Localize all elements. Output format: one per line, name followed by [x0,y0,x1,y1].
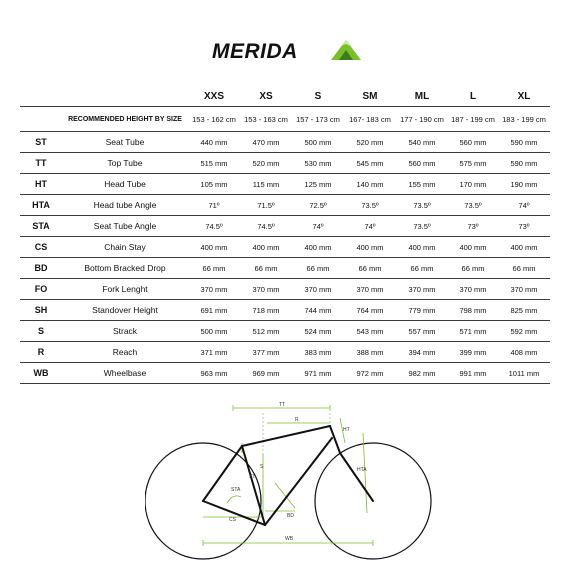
table-cell: 371 mm [188,342,240,363]
table-cell: 571 mm [448,321,498,342]
size-header-row [20,86,550,107]
row-name: Head Tube [62,174,188,195]
table-cell: 400 mm [240,237,292,258]
row-name: Seat Tube [62,132,188,153]
table-cell: 74º [498,195,550,216]
table-cell: 74º [344,216,396,237]
table-row [20,132,550,153]
table-cell: 370 mm [498,279,550,300]
table-cell: 400 mm [448,237,498,258]
table-cell: 370 mm [344,279,396,300]
table-cell: 155 mm [396,174,448,195]
size-header: XS [259,90,273,102]
table-cell: 190 mm [498,174,550,195]
table-cell: 66 mm [448,258,498,279]
label-wb: WB [285,536,294,542]
row-name: Head tube Angle [62,195,188,216]
table-cell: 500 mm [188,321,240,342]
table-row [20,195,550,216]
table-cell: 400 mm [344,237,396,258]
size-header: ML [414,90,430,102]
recommended-height-row [20,107,550,132]
label-ht: HT [343,427,350,433]
row-code: WB [20,363,62,384]
table-cell: 73º [448,216,498,237]
table-cell: 691 mm [188,300,240,321]
table-cell: 557 mm [396,321,448,342]
row-code: HTA [20,195,62,216]
row-name: Fork Lenght [62,279,188,300]
table-row [20,363,550,384]
table-cell: 72.5º [292,195,344,216]
label-hta: HTA [357,467,367,473]
row-code: STA [20,216,62,237]
table-cell: 991 mm [448,363,498,384]
table-cell: 515 mm [188,153,240,174]
table-cell: 470 mm [240,132,292,153]
table-cell: 66 mm [188,258,240,279]
table-cell: 153 - 163 cm [240,107,292,132]
table-cell: 383 mm [292,342,344,363]
label-bd: BD [287,513,294,519]
table-cell: 66 mm [240,258,292,279]
table-cell: 71.5º [240,195,292,216]
row-code: CS [20,237,62,258]
table-cell: 177 - 190 cm [396,107,448,132]
table-cell: 370 mm [396,279,448,300]
size-header: XXS [203,90,224,102]
table-cell: 718 mm [240,300,292,321]
row-name: Reach [62,342,188,363]
table-cell: 66 mm [292,258,344,279]
row-code: R [20,342,62,363]
table-cell: 545 mm [344,153,396,174]
table-cell: 969 mm [240,363,292,384]
table-cell: 377 mm [240,342,292,363]
table-cell: 400 mm [292,237,344,258]
row-code: FO [20,279,62,300]
table-cell: 540 mm [396,132,448,153]
table-row [20,258,550,279]
size-header: S [314,90,322,102]
label-cs: CS [229,517,236,523]
table-row [20,300,550,321]
table-cell: 530 mm [292,153,344,174]
geometry-table [20,86,550,384]
table-cell: 187 - 199 cm [448,107,498,132]
table-cell: 543 mm [344,321,396,342]
table-cell: 575 mm [448,153,498,174]
row-code: HT [20,174,62,195]
label-s: S [260,464,264,470]
table-cell: 779 mm [396,300,448,321]
mountain-icon [331,38,361,62]
table-cell: 73.5º [396,195,448,216]
label-st: ST [249,474,256,480]
table-cell: 1011 mm [498,363,550,384]
table-cell: 512 mm [240,321,292,342]
table-cell: 66 mm [396,258,448,279]
table-cell: 500 mm [292,132,344,153]
table-cell: 73º [498,216,550,237]
table-cell: 157 - 173 cm [292,107,344,132]
table-row [20,342,550,363]
table-cell: 524 mm [292,321,344,342]
row-code: BD [20,258,62,279]
brand-wordmark: MERIDA [212,40,298,63]
table-cell: 74º [292,216,344,237]
table-cell: 520 mm [240,153,292,174]
table-row [20,153,550,174]
table-cell: 66 mm [498,258,550,279]
label-tt: TT [279,402,286,408]
size-header: SM [362,90,378,102]
row-name: Strack [62,321,188,342]
table-cell: 400 mm [396,237,448,258]
table-cell: 744 mm [292,300,344,321]
table-cell: 167- 183 cm [344,107,396,132]
table-row [20,279,550,300]
table-cell: 440 mm [188,132,240,153]
size-header: XL [517,90,531,102]
table-row [20,174,550,195]
table-cell: 370 mm [188,279,240,300]
table-cell: 66 mm [344,258,396,279]
table-cell: 370 mm [240,279,292,300]
table-cell: 105 mm [188,174,240,195]
row-name: Seat Tube Angle [62,216,188,237]
row-name: Standover Height [62,300,188,321]
table-row [20,237,550,258]
row-name: Wheelbase [62,363,188,384]
table-cell: 170 mm [448,174,498,195]
row-name: Top Tube [62,153,188,174]
table-cell: 183 - 199 cm [498,107,550,132]
brand-logo [210,40,360,66]
table-cell: 825 mm [498,300,550,321]
table-cell: 73.5º [396,216,448,237]
row-name: Bottom Bracked Drop [62,258,188,279]
recommended-height-label: RECOMMENDED HEIGHT BY SIZE [62,107,188,132]
table-cell: 125 mm [292,174,344,195]
table-row [20,216,550,237]
table-cell: 115 mm [240,174,292,195]
row-code: ST [20,132,62,153]
table-cell: 972 mm [344,363,396,384]
table-cell: 73.5º [344,195,396,216]
table-cell: 764 mm [344,300,396,321]
table-cell: 560 mm [448,132,498,153]
table-row [20,321,550,342]
table-cell: 400 mm [188,237,240,258]
table-cell: 370 mm [292,279,344,300]
table-cell: 400 mm [498,237,550,258]
table-cell: 140 mm [344,174,396,195]
table-cell: 798 mm [448,300,498,321]
size-header: L [469,90,477,102]
table-cell: 520 mm [344,132,396,153]
table-cell: 971 mm [292,363,344,384]
table-cell: 408 mm [498,342,550,363]
table-cell: 592 mm [498,321,550,342]
table-cell: 560 mm [396,153,448,174]
row-code: SH [20,300,62,321]
table-cell: 982 mm [396,363,448,384]
table-cell: 963 mm [188,363,240,384]
table-cell: 394 mm [396,342,448,363]
table-cell: 74.5º [188,216,240,237]
row-name: Chain Stay [62,237,188,258]
table-cell: 370 mm [448,279,498,300]
table-cell: 153 - 162 cm [188,107,240,132]
table-cell: 73.5º [448,195,498,216]
row-code: TT [20,153,62,174]
label-sta: STA [231,487,241,493]
table-cell: 590 mm [498,132,550,153]
row-code: S [20,321,62,342]
bike-geometry-diagram [145,393,435,573]
table-cell: 399 mm [448,342,498,363]
table-cell: 71º [188,195,240,216]
table-cell: 388 mm [344,342,396,363]
table-cell: 74.5º [240,216,292,237]
table-cell: 590 mm [498,153,550,174]
label-r: R [295,417,299,423]
